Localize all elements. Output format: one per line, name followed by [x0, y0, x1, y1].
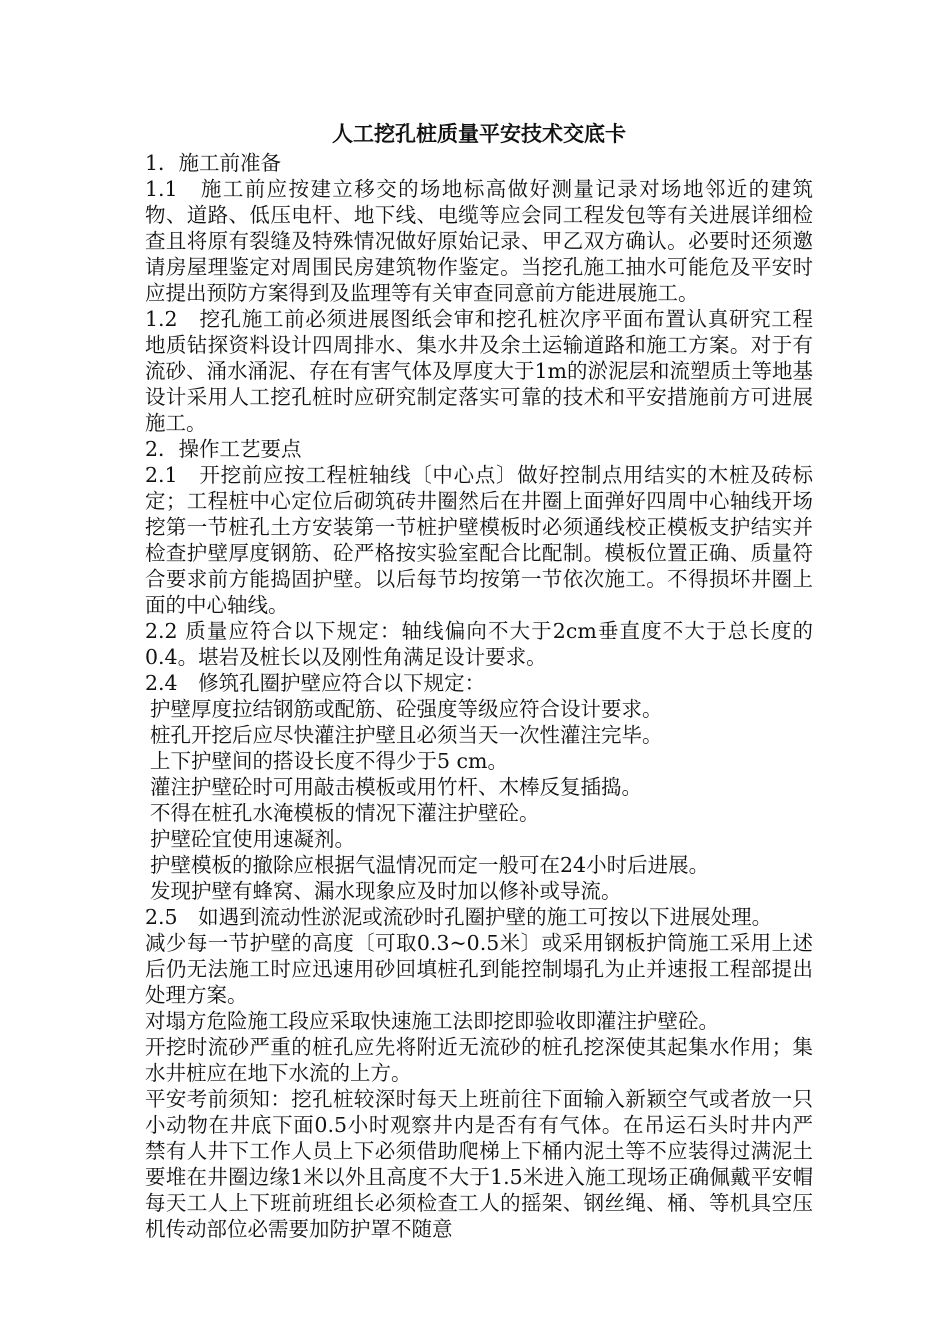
list-item: 护壁模板的撤除应根据气温情况而定一般可在24小时后进展。 [150, 853, 710, 877]
list-item: 上下护壁间的搭设长度不得少于5 cm。 [150, 749, 508, 773]
list-item: 灌注护壁砼时可用敲击模板或用竹杆、木棒反复插捣。 [150, 775, 642, 799]
list-item: 桩孔开挖后应尽快灌注护壁且必须当天一次性灌注完毕。 [150, 723, 663, 747]
paragraph-2-1: 2.1 开挖前应按工程桩轴线〔中心点〕做好控制点用结实的木桩及砖标定；工程桩中心定位后砌筑砖井圈然后在井圈上面弹好四周中心轴线开场挖第一节桩孔土方安装第一节桩护壁模板时必须通线校正模板支护结实并检查护壁厚度钢筋、砼严格按实验室配合比配制。模板位置正确、质量符合要求前方能捣固护壁。以后每节均按第一节依次施工。不得损坏井圈上面的中心轴线。 [145, 463, 813, 617]
paragraph-2-4: 2.4 修筑孔圈护壁应符合以下规定： [145, 671, 486, 695]
paragraph-flowing-sand: 开挖时流砂严重的桩孔应先将附近无流砂的桩孔挖深使其起集水作用；集水井桩应在地下水流的上方。 [145, 1035, 813, 1085]
list-item: 不得在桩孔水淹模板的情况下灌注护壁砼。 [150, 801, 540, 825]
list-item: 护壁厚度拉结钢筋或配筋、砼强度等级应符合设计要求。 [150, 697, 663, 721]
paragraph-1-1: 1.1 施工前应按建立移交的场地标高做好测量记录对场地邻近的建筑物、道路、低压电杆、地下线、电缆等应会同工程发包等有关进展详细检查且将原有裂缝及特殊情况做好原始记录、甲乙双方确认。必要时还须邀请房屋理鉴定对周围民房建筑物作鉴定。当挖孔施工抽水可能危及平安时应提出预防方案得到及监理等有关审查同意前方能进展施工。 [145, 177, 813, 305]
paragraph-1-2: 1.2 挖孔施工前必须进展图纸会审和挖孔桩次序平面布置认真研究工程地质钻探资料设计四周排水、集水井及余土运输道路和施工方案。对于有流砂、涌水涌泥、存在有害气体及厚度大于1m的淤泥层和流塑质土等地基设计采用人工挖孔桩时应研究制定落实可靠的技术和平安措施前方可进展施工。 [145, 307, 813, 435]
paragraph-2-5: 2.5 如遇到流动性淤泥或流砂时孔圈护壁的施工可按以下进展处理。 [145, 905, 773, 929]
document-title: 人工挖孔桩质量平安技术交底卡 [332, 121, 626, 146]
list-item: 对塌方危险施工段应采取快速施工法即挖即验收即灌注护壁砼。 [145, 1009, 719, 1033]
list-item: 发现护壁有蜂窝、漏水现象应及时加以修补或导流。 [150, 879, 622, 903]
document-page [145, 118, 813, 1242]
list-item: 护壁砼宜使用速凝剂。 [150, 827, 355, 851]
section-heading-2: 2．操作工艺要点 [145, 437, 302, 461]
list-item: 减少每一节护壁的高度〔可取0.3~0.5米〕或采用钢板护筒施工采用上述后仍无法施工时应迅速用砂回填桩孔到能控制塌孔为止并速报工程部提出处理方案。 [145, 931, 813, 1007]
paragraph-safety-notes: 平安考前须知：挖孔桩较深时每天上班前往下面输入新颖空气或者放一只小动物在井底下面0.5小时观察井内是否有有气体。在吊运石头时井内严禁有人井下工作人员上下必须借助爬梯上下桶内泥土等不应装得过满泥土要堆在井圈边缘1米以外且高度不大于1.5米进入施工现场正确佩戴平安帽每天工人上下班前班组长必须检查工人的摇架、钢丝绳、桶、等机具空压机传动部位必需要加防护罩不随意 [145, 1087, 813, 1241]
section-heading-1: 1．施工前准备 [145, 151, 282, 175]
paragraph-2-2: 2.2 质量应符合以下规定：轴线偏向不大于2cm垂直度不大于总长度的0.4。堪岩及桩长以及刚性角满足设计要求。 [145, 619, 813, 669]
